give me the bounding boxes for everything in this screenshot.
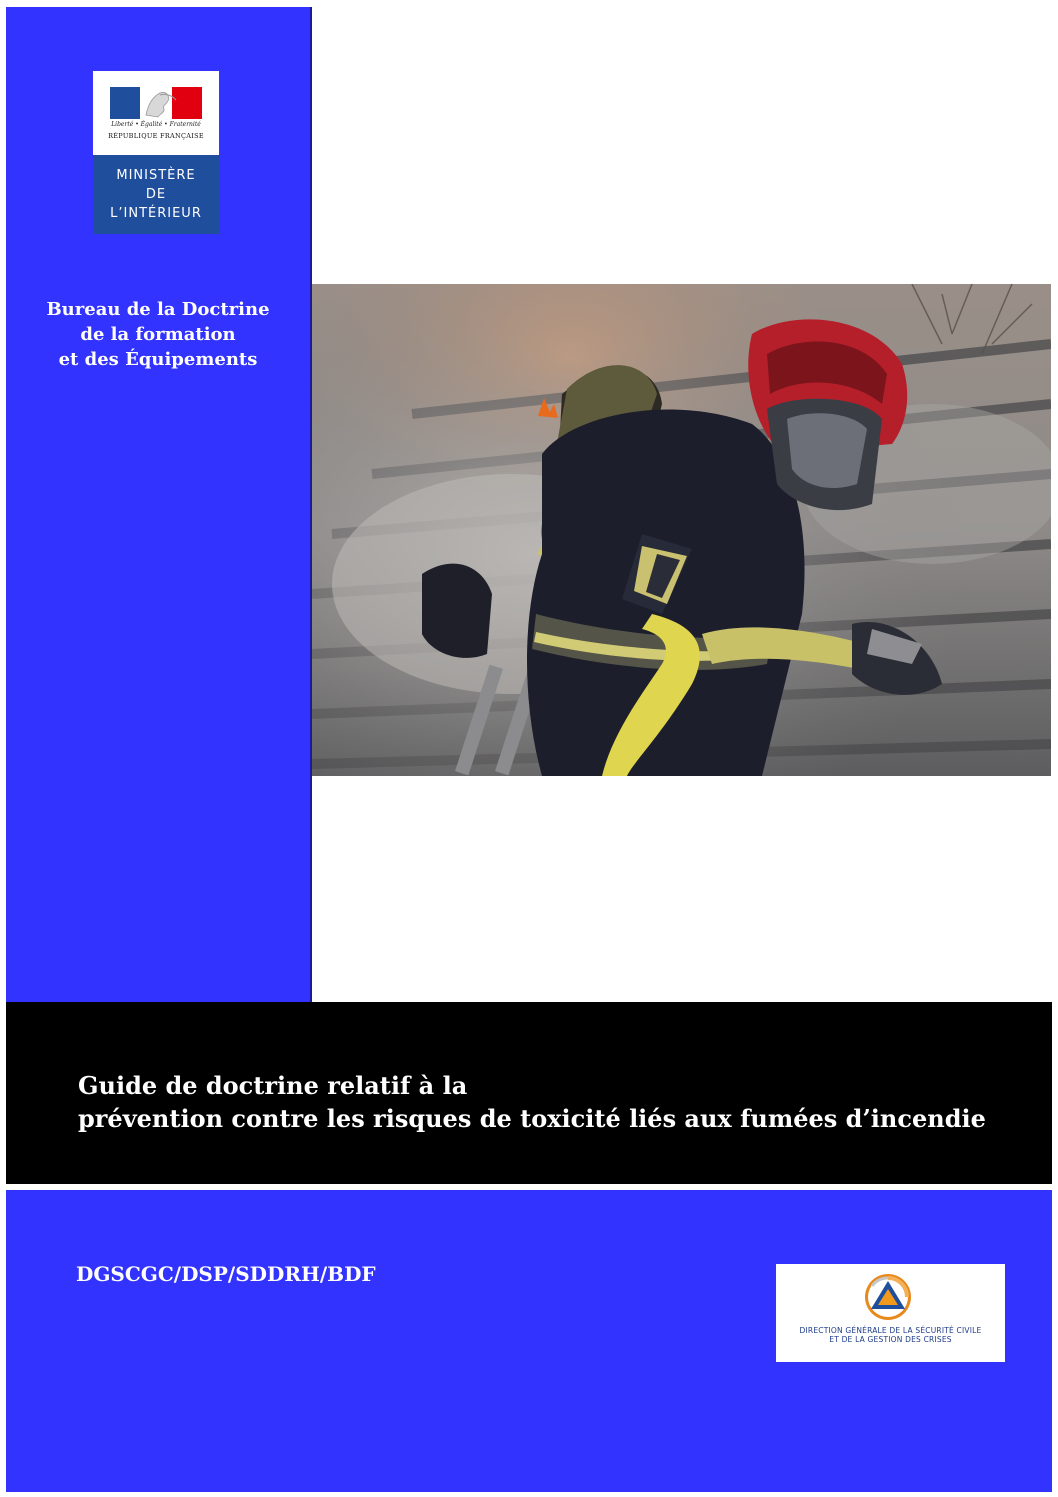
ministry-name-block xyxy=(93,155,219,234)
document-reference: DGSCGC/DSP/SDDRH/BDF xyxy=(76,1262,376,1286)
bureau-name xyxy=(6,297,310,372)
bureau-line-1: Bureau de la Doctrine xyxy=(46,299,270,320)
bureau-line-3: et des Équipements xyxy=(58,349,258,370)
firefighter-photo xyxy=(312,284,1051,776)
footer-band xyxy=(6,1190,1052,1492)
motto-text: Liberté • Égalité • Fraternité xyxy=(111,121,201,128)
left-sidebar xyxy=(6,7,312,1002)
ministry-line-1: MINISTÈRE xyxy=(116,168,196,183)
ministry-logo xyxy=(93,71,219,234)
civil-protection-icon xyxy=(776,1264,1005,1324)
document-title-line-2: prévention contre les risques de toxicité liés aux fumées d’incendie xyxy=(78,1104,986,1133)
bureau-line-2: de la formation xyxy=(80,324,236,345)
dgscgc-line-1: DIRECTION GÉNÉRALE DE LA SÉCURITÉ CIVILE xyxy=(799,1326,982,1335)
dgscgc-line-2: ET DE LA GESTION DES CRISES xyxy=(829,1335,952,1344)
title-band xyxy=(6,1002,1052,1184)
dgscgc-text xyxy=(776,1326,1005,1344)
marianne-flag-icon xyxy=(110,87,202,119)
ministry-line-2: DE xyxy=(145,187,167,202)
document-title-line-1: Guide de doctrine relatif à la xyxy=(78,1071,468,1100)
ministry-line-3: L’INTÉRIEUR xyxy=(110,206,202,221)
dgscgc-logo xyxy=(776,1264,1005,1362)
marianne-block xyxy=(93,71,219,155)
republic-text: RÉPUBLIQUE FRANÇAISE xyxy=(108,132,204,140)
